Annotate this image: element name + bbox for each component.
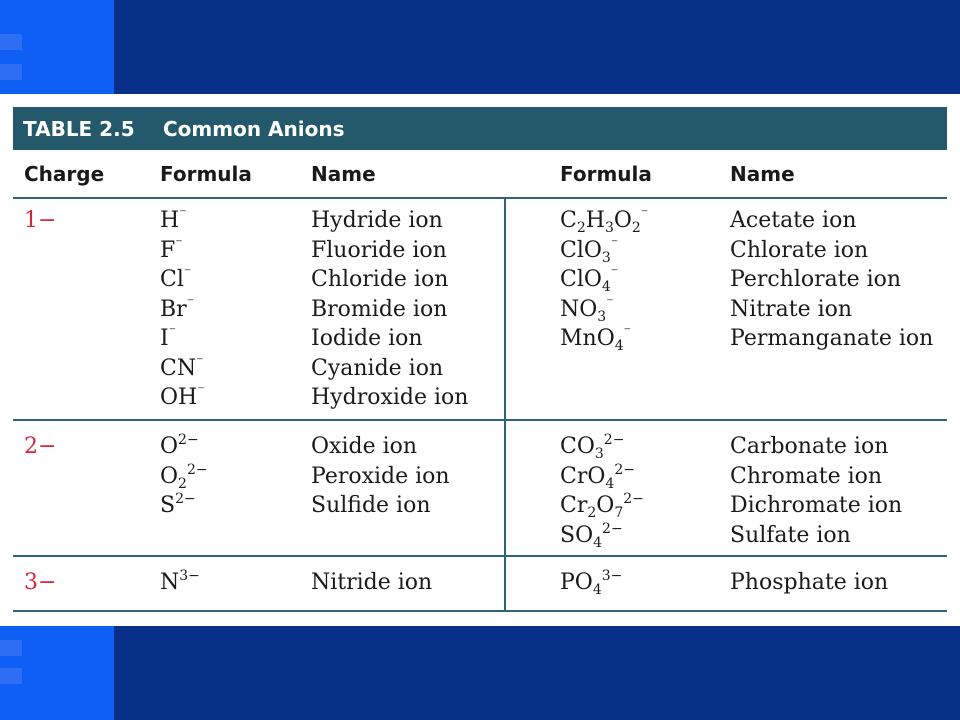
anion-name: Oxide ion — [311, 434, 418, 459]
anion-formula: ClO$_4$⁻ — [560, 265, 619, 295]
group-divider — [13, 555, 947, 557]
anion-formula: F⁻ — [160, 235, 183, 263]
anion-formula: ClO$_3$⁻ — [560, 235, 619, 266]
anion-formula: $PO_4^{3-}$ — [560, 568, 623, 598]
column-divider — [504, 557, 506, 610]
header-rule — [13, 197, 947, 199]
anion-name: Carbonate ion — [730, 434, 889, 459]
header-formula-left: Formula — [160, 162, 252, 186]
anion-name: Nitrate ion — [730, 296, 853, 322]
anion-formula: I⁻ — [160, 324, 177, 351]
anion-name: Phosphate ion — [730, 570, 889, 595]
anion-name: Acetate ion — [730, 208, 857, 233]
slide-decor-square — [0, 668, 22, 684]
anion-formula: Br⁻ — [160, 294, 195, 322]
anion-formula: Cl⁻ — [160, 265, 192, 292]
anion-name: Hydride ion — [311, 208, 443, 233]
anion-name: Peroxide ion — [311, 463, 450, 489]
slide-top-band — [0, 0, 960, 94]
slide-decor-square — [0, 34, 22, 50]
anion-name: Permanganate ion — [730, 326, 934, 351]
anion-name: Sulfate ion — [730, 522, 851, 548]
anion-formula: $Cr_2O_7^{2-}$ — [560, 491, 644, 521]
anion-name: Perchlorate ion — [730, 267, 902, 292]
table-number: TABLE 2.5 — [23, 117, 135, 141]
anion-name: Chromate ion — [730, 463, 883, 489]
anion-formula: $S^{2-}$ — [160, 491, 196, 518]
anion-formula: $O_2^{2-}$ — [160, 461, 208, 492]
anion-name: Fluoride ion — [311, 237, 447, 263]
anion-formula: CN⁻ — [160, 353, 204, 381]
anion-name: Bromide ion — [311, 296, 448, 322]
anion-formula: $CO_3^{2-}$ — [560, 432, 625, 462]
anion-name: Chlorate ion — [730, 237, 869, 263]
anion-formula: $NO_3^{^-}$ — [560, 294, 614, 325]
anion-formula: $SO_4^{2-}$ — [560, 520, 623, 551]
charge-label: 1− — [24, 208, 57, 233]
anion-formula: CrO$_4^{2-}$ — [560, 461, 635, 492]
header-name-left: Name — [311, 162, 376, 186]
anion-name: Nitride ion — [311, 570, 433, 595]
anion-name: Hydroxide ion — [311, 385, 469, 410]
anion-formula: $C_2H_3O_2^{^-}$ — [560, 206, 649, 236]
anion-formula: OH⁻ — [160, 383, 205, 410]
anion-formula: H⁻ — [160, 206, 187, 233]
slide-decor-square — [0, 640, 22, 656]
column-divider — [504, 199, 506, 419]
table-title: Common Anions — [163, 117, 345, 141]
table-title-bar — [13, 107, 947, 150]
slide-bottom-band — [0, 626, 960, 720]
anion-formula: $O^{2-}$ — [160, 432, 199, 459]
anion-formula: MnO$_4$⁻ — [560, 324, 632, 354]
charge-label: 3− — [24, 570, 57, 595]
table-figure — [0, 94, 960, 626]
group-divider — [13, 419, 947, 421]
anion-formula: $N^{3-}$ — [160, 568, 200, 595]
header-name-right: Name — [730, 162, 795, 186]
anion-name: Sulfide ion — [311, 493, 431, 518]
anion-name: Iodide ion — [311, 326, 423, 351]
table-bottom-rule — [13, 610, 947, 612]
header-charge: Charge — [24, 162, 105, 186]
anion-name: Cyanide ion — [311, 355, 444, 381]
slide-decor-square — [0, 64, 22, 80]
header-formula-right: Formula — [560, 162, 652, 186]
charge-label: 2− — [24, 434, 57, 459]
column-divider — [504, 421, 506, 555]
anion-name: Dichromate ion — [730, 493, 903, 518]
anion-name: Chloride ion — [311, 267, 449, 292]
